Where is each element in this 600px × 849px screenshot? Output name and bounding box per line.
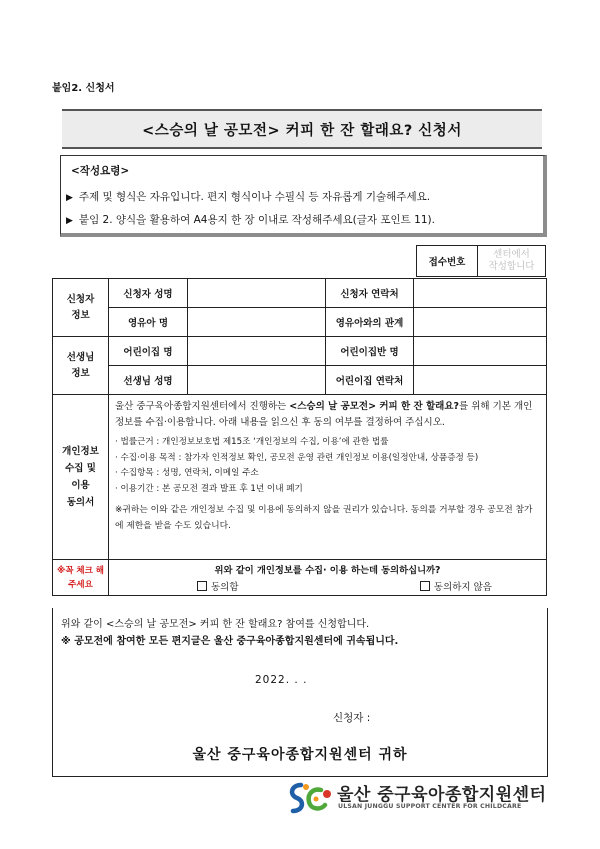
- child-name-label: 영유아 명: [109, 308, 188, 337]
- writing-guide-box: [60, 155, 547, 237]
- guide-item-text: 붙임 2. 양식을 활용하여 A4용지 한 장 이내로 작성해주세요(글자 포인트 11).: [78, 214, 435, 226]
- application-statement: [52, 608, 548, 777]
- triangle-bullet-icon: ▶: [66, 216, 73, 226]
- receipt-value-line: 작성합니다: [488, 261, 535, 272]
- relation-label: 영유아와의 관계: [326, 308, 414, 337]
- daycare-contact-label: 어린이집 연락처: [326, 366, 414, 395]
- consent-intro: 울산 중구육아종합지원센터에서 진행하는 <스승의 날 공모전> 커피 한 잔 할래요?를 위해 기본 개인정보를 수집·이용합니다. 아래 내용을 읽으신 후 동의 여부를 결정하여 주십시오.: [115, 401, 533, 428]
- daycare-class-label: 어린이집반 명: [326, 337, 414, 366]
- center-logo-subtitle: ULSAN JUNGGU SUPPORT CENTER FOR CHILDCARE: [338, 803, 522, 810]
- applicant-section-label: 신청자 정보: [53, 279, 109, 337]
- teacher-name-label: 선생님 성명: [109, 366, 188, 395]
- center-logo-name: 울산 중구육아종합지원센터: [337, 785, 547, 805]
- consent-question-cell: [109, 560, 547, 596]
- daycare-name-label: 어린이집 명: [109, 337, 188, 366]
- guide-item-text: 주제 및 형식은 자유입니다. 편지 형식이나 수필식 등 자유롭게 기술해주세요.: [78, 191, 431, 203]
- statement-text: 위와 같이 <스승의 날 공모전> 커피 한 잔 할래요? 참여를 신청합니다.: [61, 619, 370, 630]
- consent-section-label: 개인정보 수집 및 이용 동의서: [53, 395, 109, 560]
- checkbox-icon: [420, 581, 430, 591]
- agree-checkbox[interactable]: 동의함: [197, 579, 239, 593]
- receipt-label: 접수번호: [417, 246, 478, 277]
- teacher-section-label: 선생님 정보: [53, 337, 109, 395]
- guide-item: [66, 189, 430, 204]
- check-reminder: ※꼭 체크 해 주세요: [53, 560, 109, 596]
- center-logo-icon: [287, 781, 333, 815]
- applicant-contact-field[interactable]: [414, 279, 547, 308]
- receipt-value: [478, 246, 546, 277]
- teacher-name-field[interactable]: [188, 366, 326, 395]
- attachment-label: 붙임2. 신청서: [52, 83, 115, 94]
- application-date: 2022. . .: [255, 674, 308, 686]
- applicant-name-label: 신청자 성명: [109, 279, 188, 308]
- disagree-checkbox[interactable]: 동의하지 않음: [420, 579, 492, 593]
- applicant-signature-label: 신청자 :: [333, 712, 371, 724]
- page-title-text: <스승의 날 공모전> 커피 한 잔 할래요? 신청서: [142, 122, 462, 139]
- applicant-name-field[interactable]: [188, 279, 326, 308]
- applicant-contact-label: 신청자 연락처: [326, 279, 414, 308]
- consent-item: · 법률근거 : 개인정보보호법 제15조 ‘개인정보의 수집, 이용’에 관한 법률: [115, 437, 389, 447]
- daycare-name-field[interactable]: [188, 337, 326, 366]
- consent-item: · 수집·이용 목적 : 참가자 인적정보 확인, 공모전 운영 관련 개인정보 이용(일정안내, 상품증정 등): [115, 452, 479, 463]
- page-title: [62, 109, 542, 149]
- consent-note: ※귀하는 이와 같은 개인정보 수집 및 이용에 동의하지 않을 권리가 있습니다. 동의를 거부할 경우 공모전 참가에 제한을 받을 수도 있습니다.: [115, 505, 533, 531]
- checkbox-icon: [197, 581, 207, 591]
- consent-question: 위와 같이 개인정보를 수집· 이용 하는데 동의하십니까?: [214, 565, 441, 576]
- application-form: [52, 278, 547, 596]
- receipt-table: [416, 245, 546, 277]
- consent-text: [109, 395, 547, 560]
- relation-field[interactable]: [414, 308, 547, 337]
- ownership-notice: ※ 공모전에 참여한 모든 편지글은 울산 중구육아종합지원센터에 귀속됩니다.: [61, 636, 399, 647]
- guide-item: [66, 212, 435, 227]
- child-name-field[interactable]: [188, 308, 326, 337]
- guide-heading: <작성요령>: [71, 165, 130, 177]
- consent-item: · 수집항목 : 성명, 연락처, 이메일 주소: [115, 468, 259, 478]
- receipt-value-line: 센터에서: [493, 249, 530, 260]
- triangle-bullet-icon: ▶: [66, 193, 73, 203]
- addressee: 울산 중구육아종합지원센터 귀하: [192, 747, 408, 763]
- consent-item: · 이용기간 : 본 공모전 결과 발표 후 1년 이내 폐기: [115, 483, 303, 494]
- daycare-contact-field[interactable]: [414, 366, 547, 395]
- daycare-class-field[interactable]: [414, 337, 547, 366]
